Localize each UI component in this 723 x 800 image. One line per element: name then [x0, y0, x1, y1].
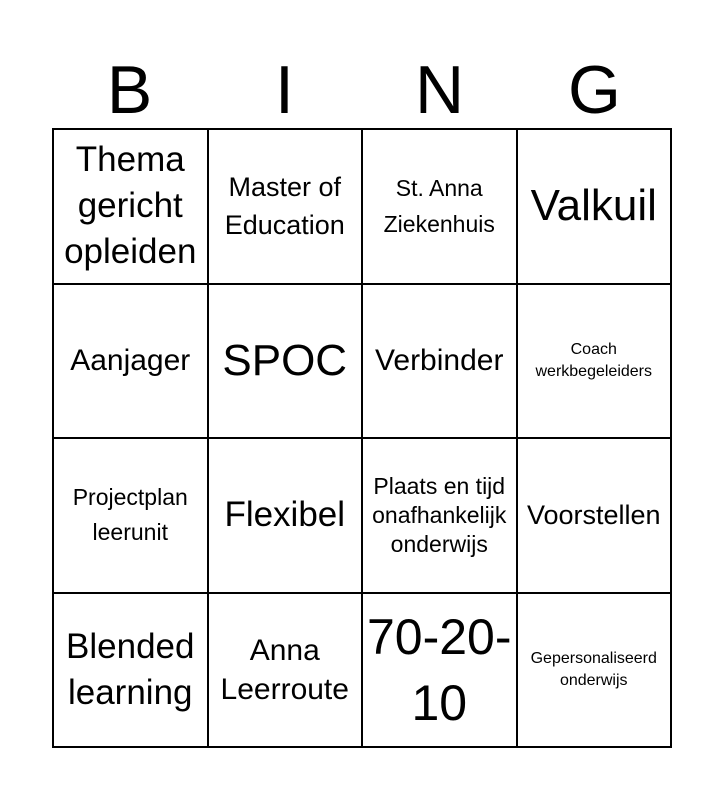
- bingo-cell-text: Valkuil: [530, 181, 657, 231]
- bingo-cell[interactable]: [363, 594, 518, 749]
- bingo-cell-text: Verbinder: [375, 344, 504, 378]
- bingo-cell-text: Master of Education: [224, 172, 345, 241]
- bingo-cell[interactable]: [209, 285, 364, 440]
- bingo-cell-text: St. Anna Ziekenhuis: [383, 175, 495, 238]
- header-letter-g: G: [568, 52, 621, 128]
- bingo-grid: [52, 128, 672, 748]
- bingo-cell-text: Voorstellen: [526, 500, 661, 531]
- bingo-cell[interactable]: [54, 130, 209, 285]
- bingo-cell-text: Aanjager: [70, 344, 191, 378]
- bingo-cell-text: Plaats en tijd onafhankelijk onderwijs: [372, 472, 507, 557]
- bingo-cell[interactable]: [209, 439, 364, 594]
- bingo-cell[interactable]: [54, 594, 209, 749]
- bingo-cell-text: Flexibel: [224, 495, 346, 535]
- bingo-cell[interactable]: [209, 130, 364, 285]
- bingo-cell-text: SPOC: [222, 335, 348, 385]
- bingo-cell[interactable]: [54, 439, 209, 594]
- bingo-cell[interactable]: [54, 285, 209, 440]
- bingo-cell[interactable]: [363, 130, 518, 285]
- bingo-cell[interactable]: [518, 285, 673, 440]
- bingo-cell-text: Projectplan leerunit: [72, 484, 188, 546]
- bingo-cell-text: Coach werkbegeleiders: [535, 340, 652, 380]
- bingo-cell-text: Thema gericht opleiden: [64, 140, 197, 272]
- bingo-cell-text: Gepersonaliseerd onderwijs: [530, 649, 657, 689]
- bingo-cell[interactable]: [518, 439, 673, 594]
- bingo-cell-text: Anna Leerroute: [220, 633, 349, 706]
- bingo-cell-text: Blended learning: [66, 626, 195, 712]
- bingo-cell[interactable]: [518, 130, 673, 285]
- bingo-cell-text: 70-20-10: [366, 608, 512, 731]
- bingo-header: [52, 52, 672, 128]
- bingo-cell[interactable]: [209, 594, 364, 749]
- bingo-cell[interactable]: [363, 285, 518, 440]
- header-letter-i: I: [275, 52, 294, 128]
- header-letter-n: N: [414, 52, 465, 128]
- bingo-cell[interactable]: [518, 594, 673, 749]
- bingo-cell[interactable]: [363, 439, 518, 594]
- header-letter-b: B: [106, 52, 153, 128]
